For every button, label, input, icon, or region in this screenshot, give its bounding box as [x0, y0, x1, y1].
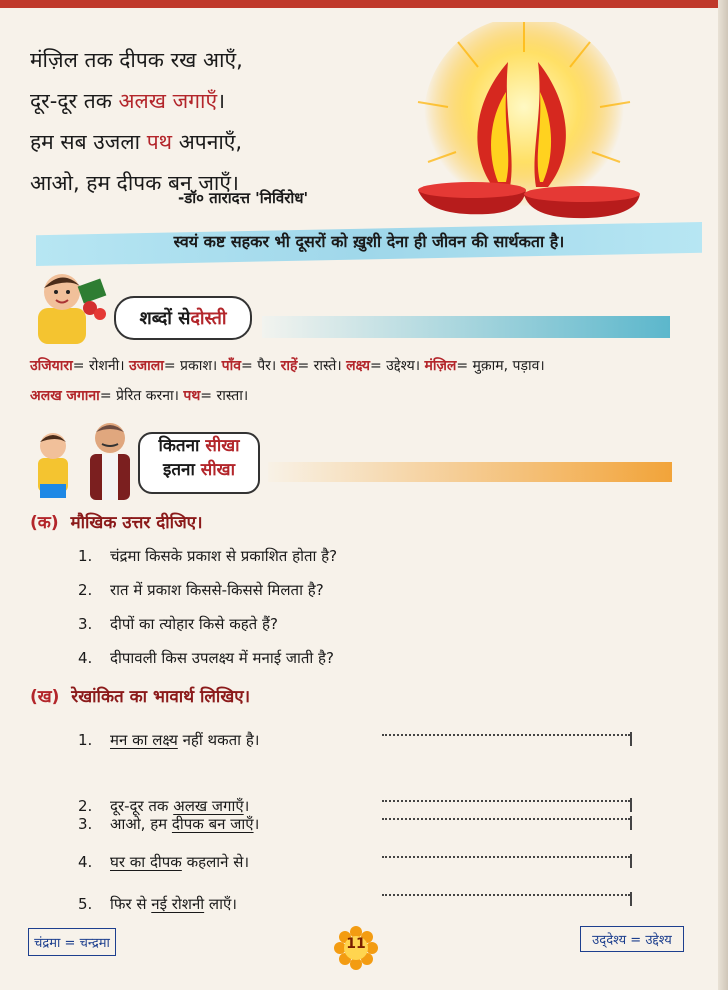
- section-bar-teal: [262, 316, 670, 338]
- poem-line-1: मंज़िल तक दीपक रख आएँ,: [30, 48, 243, 72]
- question-ka-1: 1. चंद्रमा किसके प्रकाश से प्रकाशित होता है?: [78, 547, 338, 565]
- glossary-line-1: उजियारा= रोशनी। उजाला= प्रकाश। पाँव= पैर। राहें= रास्ते। लक्ष्य= उद्देश्य। मंज़िल= मुक़ाम, पड़ाव।: [30, 358, 545, 374]
- answer-line-end-5: [630, 892, 632, 906]
- answer-line-4[interactable]: [382, 854, 630, 858]
- question-kha-4: 4. घर का दीपक कहलाने से।: [78, 853, 250, 871]
- diya-illustration: [398, 22, 650, 222]
- answer-line-1[interactable]: [382, 732, 630, 736]
- answer-line-end-3: [630, 816, 632, 830]
- section-bar-orange: [268, 462, 672, 482]
- answer-line-2[interactable]: [382, 798, 630, 802]
- section-badge-kitna-seekha: कितना सीखा इतना सीखा: [138, 432, 260, 494]
- answer-line-end-2: [630, 798, 632, 812]
- question-kha-5: 5. फिर से नई रोशनी लाएँ।: [78, 895, 237, 913]
- question-kha-2: 2. दूर-दूर तक अलख जगाएँ।: [78, 797, 250, 815]
- answer-line-5[interactable]: [382, 892, 630, 896]
- footer-note-left: चंद्रमा = चन्द्रमा: [28, 928, 116, 956]
- section-ka-title: (क) मौखिक उत्तर दीजिए।: [30, 513, 203, 533]
- footer-note-right: उद्‌देश्य = उद्देश्य: [580, 926, 684, 952]
- question-ka-2: 2. रात में प्रकाश किससे-किससे मिलता है?: [78, 581, 324, 599]
- boy-and-man-illustration: [30, 418, 140, 500]
- answer-line-end-4: [630, 854, 632, 868]
- poem-line-3: हम सब उजला पथ अपनाएँ,: [30, 130, 243, 154]
- poem: [30, 40, 360, 204]
- section-badge-shabdon-se-dosti: शब्दों से दोस्ती: [114, 296, 252, 340]
- question-ka-4: 4. दीपावली किस उपलक्ष्य में मनाई जाती है?: [78, 649, 334, 667]
- top-color-strip: [0, 0, 728, 8]
- poem-line-4: आओ, हम दीपक बन जाएँ।: [30, 171, 239, 195]
- question-kha-3: 3. आओ, हम दीपक बन जाएँ।: [78, 815, 260, 833]
- motto-text: स्वयं कष्ट सहकर भी दूसरों को ख़ुशी देना ही जीवन की सार्थकता है।: [173, 232, 565, 251]
- poem-line-2: दूर-दूर तक अलख जगाएँ।: [30, 89, 226, 113]
- section-kha-title: (ख) रेखांकित का भावार्थ लिखिए।: [30, 687, 251, 707]
- answer-line-3[interactable]: [382, 816, 630, 820]
- boy-with-flowers-illustration: [28, 268, 110, 344]
- poem-highlight-alakh: अलख जगाएँ: [118, 89, 218, 113]
- page-number: 11: [346, 936, 366, 952]
- poem-author: -डॉ० तारादत्त 'निर्विरोध': [178, 189, 309, 207]
- glossary-line-2: अलख जगाना= प्रेरित करना। पथ= रास्ता।: [30, 388, 249, 404]
- page-edge: [718, 0, 728, 990]
- question-ka-3: 3. दीपों का त्योहार किसे कहते हैं?: [78, 615, 278, 633]
- poem-highlight-path: पथ: [146, 130, 173, 154]
- answer-line-end-1: [630, 732, 632, 746]
- question-kha-1: 1. मन का लक्ष्य नहीं थकता है।: [78, 731, 260, 749]
